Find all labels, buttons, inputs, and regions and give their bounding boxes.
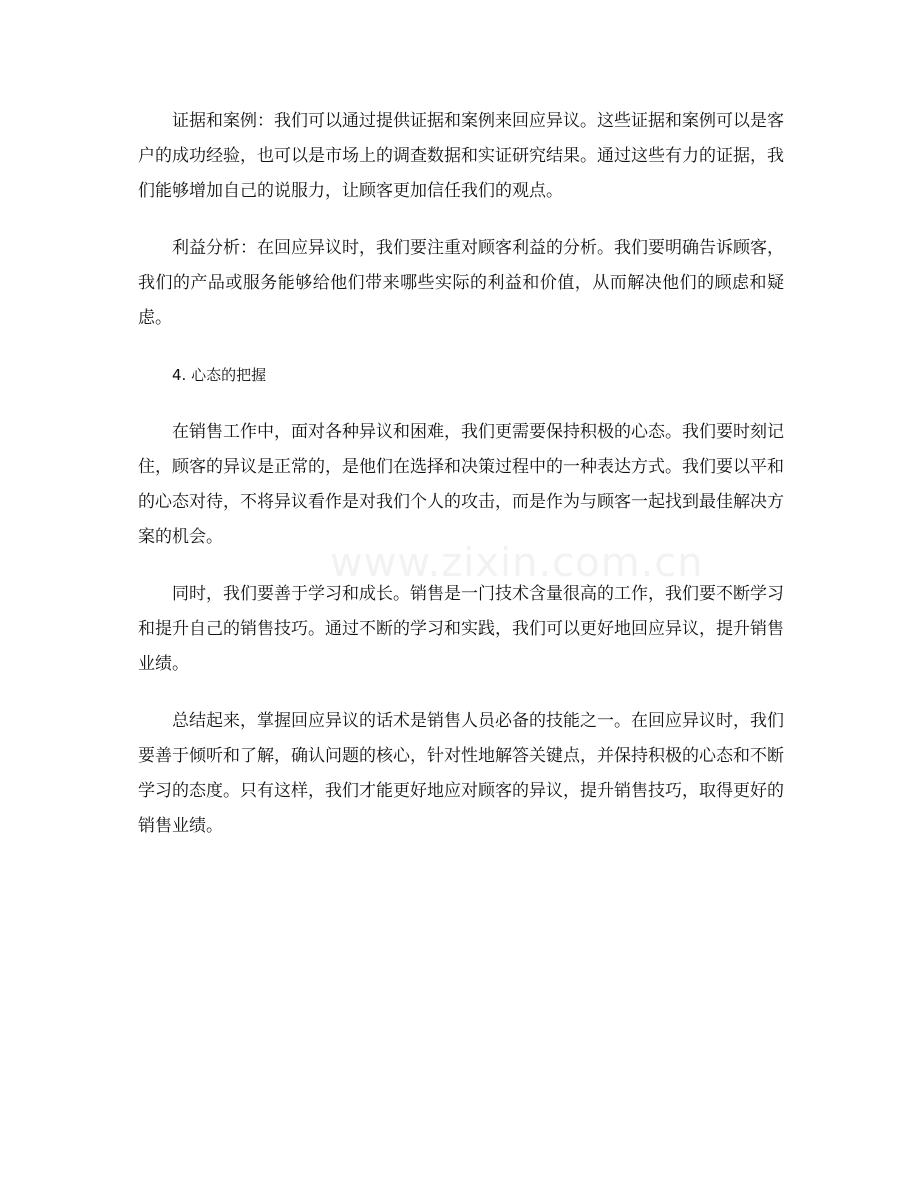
document-body: [138, 104, 784, 866]
watermark: www.zixin.com.cn: [330, 540, 704, 586]
paragraph-positive-attitude: 在销售工作中，面对各种异议和困难，我们更需要保持积极的心态。我们要时刻记住，顾客的异议是正常的，是他们在选择和决策过程中的一种表达方式。我们要以平和的心态对待，不将异议看作是对我们个人的攻击，而是作为与顾客一起找到最佳解决方案的机会。: [138, 422, 784, 547]
paragraph-benefit-analysis: 利益分析：在回应异议时，我们要注重对顾客利益的分析。我们要明确告诉顾客，我们的产品或服务能够给他们带来哪些实际的利益和价值，从而解决他们的顾虑和疑虑。: [138, 238, 784, 328]
paragraph-evidence-cases: 证据和案例：我们可以通过提供证据和案例来回应异议。这些证据和案例可以是客户的成功经验，也可以是市场上的调查数据和实证研究结果。通过这些有力的证据，我们能够增加自己的说服力，让顾客更加信任我们的观点。: [138, 111, 784, 201]
paragraph-summary: 总结起来，掌握回应异议的话术是销售人员必备的技能之一。在回应异议时，我们要善于倾听和了解，确认问题的核心，针对性地解答关键点，并保持积极的心态和不断学习的态度。只有这样，我们才能更好地应对顾客的异议，提升销售技巧，取得更好的销售业绩。: [138, 711, 784, 836]
paragraph-learning-growth: 同时，我们要善于学习和成长。销售是一门技术含量很高的工作，我们要不断学习和提升自己的销售技巧。通过不断的学习和实践，我们可以更好地回应异议，提升销售业绩。: [138, 584, 784, 674]
section-heading-mindset: 4. 心态的把握: [172, 366, 267, 384]
